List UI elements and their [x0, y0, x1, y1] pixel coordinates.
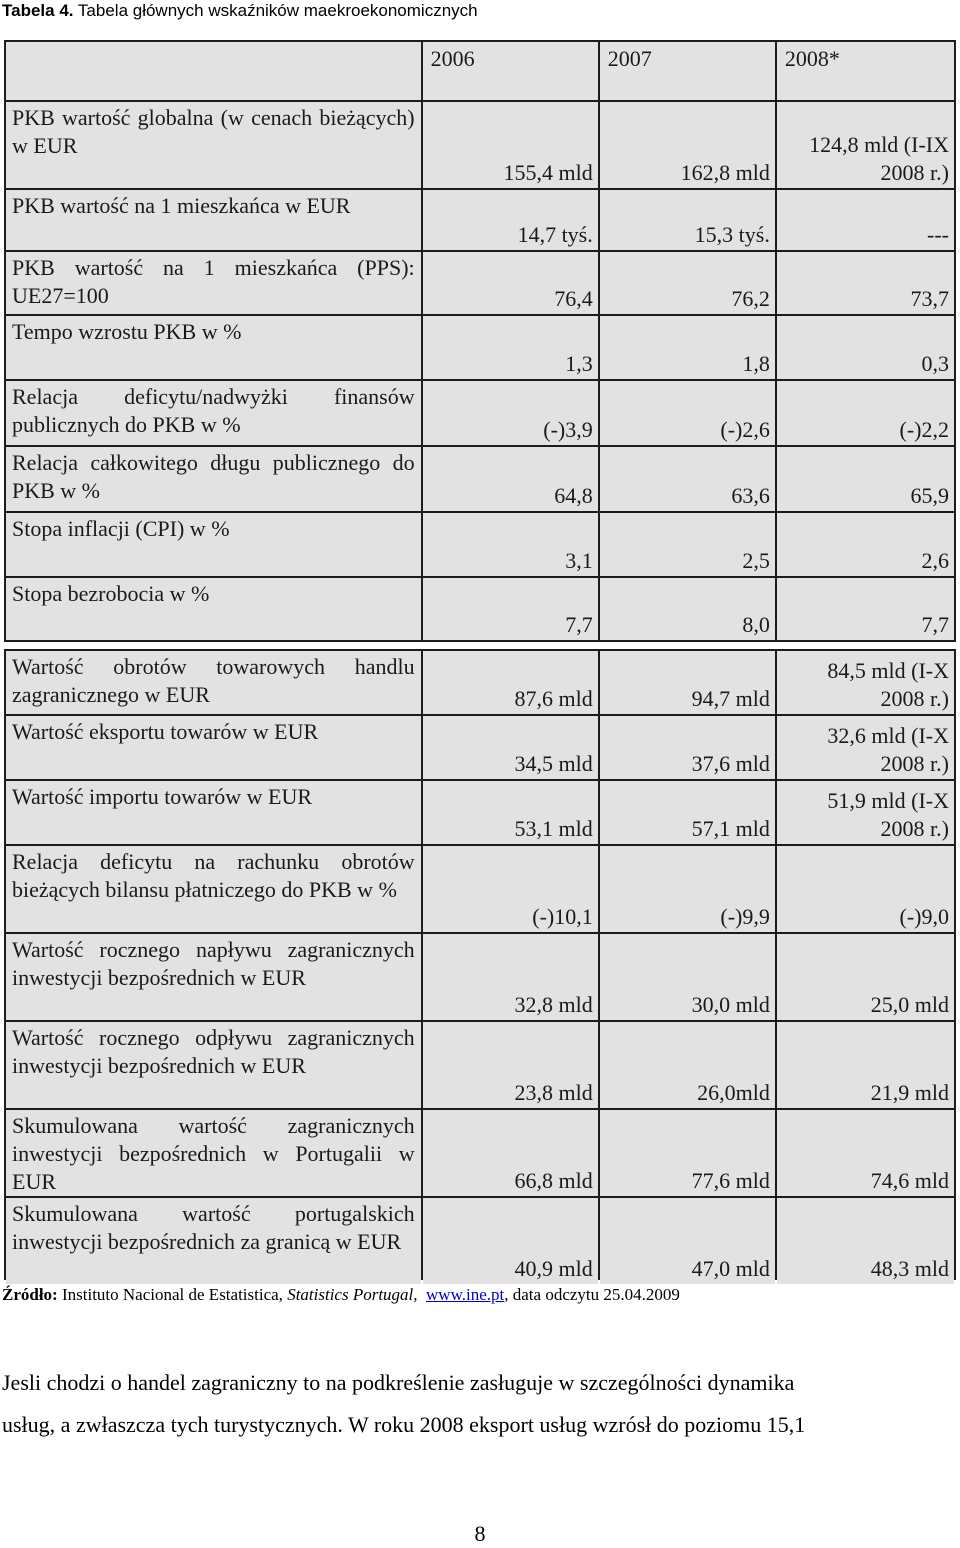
value-2006: 32,8 mld [423, 934, 598, 1020]
value-2007: 76,2 [600, 252, 775, 314]
value-2007: 15,3 tyś. [600, 190, 775, 250]
value-2008: 32,6 mld (I-X 2008 r.) [777, 716, 954, 779]
value-2008: 73,7 [777, 252, 954, 314]
value-2008: --- [777, 190, 954, 250]
value-2008: 51,9 mld (I-X 2008 r.) [777, 781, 954, 844]
row-label: Relacja deficytu/nadwyżki finansów publicznych do PKB w % [6, 381, 421, 445]
value-2006: 14,7 tyś. [423, 190, 598, 250]
table-row [6, 316, 954, 379]
source-note [2, 1283, 680, 1307]
value-2006: 3,1 [423, 513, 598, 576]
row-label: Skumulowana wartość zagranicznych inwestycji bezpośrednich w Portugalii w EUR [6, 1110, 421, 1196]
value-2007: 77,6 mld [600, 1110, 775, 1196]
header-year-2006: 2006 [423, 42, 598, 100]
value-2008: 25,0 mld [777, 934, 954, 1020]
value-2006: (-)10,1 [423, 846, 598, 932]
table-row [6, 252, 954, 314]
value-2008: 65,9 [777, 447, 954, 511]
value-2006: 1,3 [423, 316, 598, 379]
value-2007: 2,5 [600, 513, 775, 576]
row-label: PKB wartość na 1 mieszkańca w EUR [6, 190, 421, 250]
value-2008: 2,6 [777, 513, 954, 576]
row-label: Stopa inflacji (CPI) w % [6, 513, 421, 576]
value-2007: 57,1 mld [600, 781, 775, 844]
macro-indicators-table-part1 [4, 40, 956, 642]
value-2007: 26,0mld [600, 1022, 775, 1108]
value-2008: 48,3 mld [777, 1198, 954, 1284]
source-italic-text: Statistics Portugal, [287, 1285, 418, 1304]
value-2006: (-)3,9 [423, 381, 598, 445]
table-row [6, 846, 954, 932]
value-2008: 124,8 mld (I-IX 2008 r.) [777, 102, 954, 188]
paragraph-line-1: Jesli chodzi o handel zagraniczny to na podkreślenie zasługuje w szczególności dynamika [2, 1370, 795, 1395]
paragraph-line-2: usług, a zwłaszcza tych turystycznych. W roku 2008 eksport usług wzrósł do poziomu 15,1 [2, 1412, 806, 1437]
value-2007: 47,0 mld [600, 1198, 775, 1284]
row-label: Relacja deficytu na rachunku obrotów bieżących bilansu płatniczego do PKB w % [6, 846, 421, 932]
row-label: PKB wartość globalna (w cenach bieżących) w EUR [6, 102, 421, 188]
source-text: Instituto Nacional de Estatistica, [61, 1285, 283, 1304]
value-2007: (-)9,9 [600, 846, 775, 932]
table-row [6, 102, 954, 188]
table-row [6, 1022, 954, 1108]
row-label: Skumulowana wartość portugalskich inwestycji bezpośrednich za granicą w EUR [6, 1198, 421, 1284]
value-2008: 74,6 mld [777, 1110, 954, 1196]
value-2006: 155,4 mld [423, 102, 598, 188]
header-year-2007: 2007 [600, 42, 775, 100]
value-2006: 76,4 [423, 252, 598, 314]
value-2008: 21,9 mld [777, 1022, 954, 1108]
value-2008: 84,5 mld (I-X 2008 r.) [777, 651, 954, 714]
page-number: 8 [474, 1521, 486, 1546]
table-row [6, 934, 954, 1020]
value-2008: 0,3 [777, 316, 954, 379]
value-2008: 7,7 [777, 578, 954, 640]
value-2007: 94,7 mld [600, 651, 775, 714]
macro-indicators-table-part2 [4, 649, 956, 1280]
table-row [6, 1198, 954, 1284]
row-label: Relacja całkowitego długu publicznego do PKB w % [6, 447, 421, 511]
table-row [6, 781, 954, 844]
value-2007: 8,0 [600, 578, 775, 640]
value-2006: 23,8 mld [423, 1022, 598, 1108]
table-caption-label: Tabela 4. [2, 1, 74, 20]
table-row [6, 190, 954, 250]
row-label: Wartość eksportu towarów w EUR [6, 716, 421, 779]
header-year-2008: 2008* [777, 42, 954, 100]
table-row [6, 513, 954, 576]
row-label: Wartość rocznego napływu zagranicznych inwestycji bezpośrednich w EUR [6, 934, 421, 1020]
source-label: Źródło: [2, 1285, 58, 1304]
value-2007: (-)2,6 [600, 381, 775, 445]
table-row [6, 447, 954, 511]
source-suffix: , data odczytu 25.04.2009 [504, 1285, 680, 1304]
table-caption [2, 0, 478, 24]
row-label: Tempo wzrostu PKB w % [6, 316, 421, 379]
value-2006: 7,7 [423, 578, 598, 640]
value-2006: 64,8 [423, 447, 598, 511]
value-2006: 40,9 mld [423, 1198, 598, 1284]
value-2007: 30,0 mld [600, 934, 775, 1020]
table-header-row [6, 42, 954, 100]
table-caption-title: Tabela głównych wskaźników maekroekonomicznych [77, 1, 478, 20]
value-2007: 37,6 mld [600, 716, 775, 779]
row-label: Stopa bezrobocia w % [6, 578, 421, 640]
table-row [6, 651, 954, 714]
row-label: PKB wartość na 1 mieszkańca (PPS): UE27=100 [6, 252, 421, 314]
table-row [6, 716, 954, 779]
row-label: Wartość obrotów towarowych handlu zagranicznego w EUR [6, 651, 421, 714]
value-2008: (-)2,2 [777, 381, 954, 445]
source-link[interactable]: www.ine.pt [426, 1285, 505, 1304]
table-row [6, 578, 954, 640]
value-2006: 53,1 mld [423, 781, 598, 844]
value-2006: 66,8 mld [423, 1110, 598, 1196]
value-2007: 1,8 [600, 316, 775, 379]
header-cell-empty [6, 42, 421, 100]
table-row [6, 381, 954, 445]
row-label: Wartość rocznego odpływu zagranicznych inwestycji bezpośrednich w EUR [6, 1022, 421, 1108]
value-2008: (-)9,0 [777, 846, 954, 932]
value-2007: 63,6 [600, 447, 775, 511]
row-label: Wartość importu towarów w EUR [6, 781, 421, 844]
value-2006: 34,5 mld [423, 716, 598, 779]
table-row [6, 1110, 954, 1196]
value-2007: 162,8 mld [600, 102, 775, 188]
value-2006: 87,6 mld [423, 651, 598, 714]
